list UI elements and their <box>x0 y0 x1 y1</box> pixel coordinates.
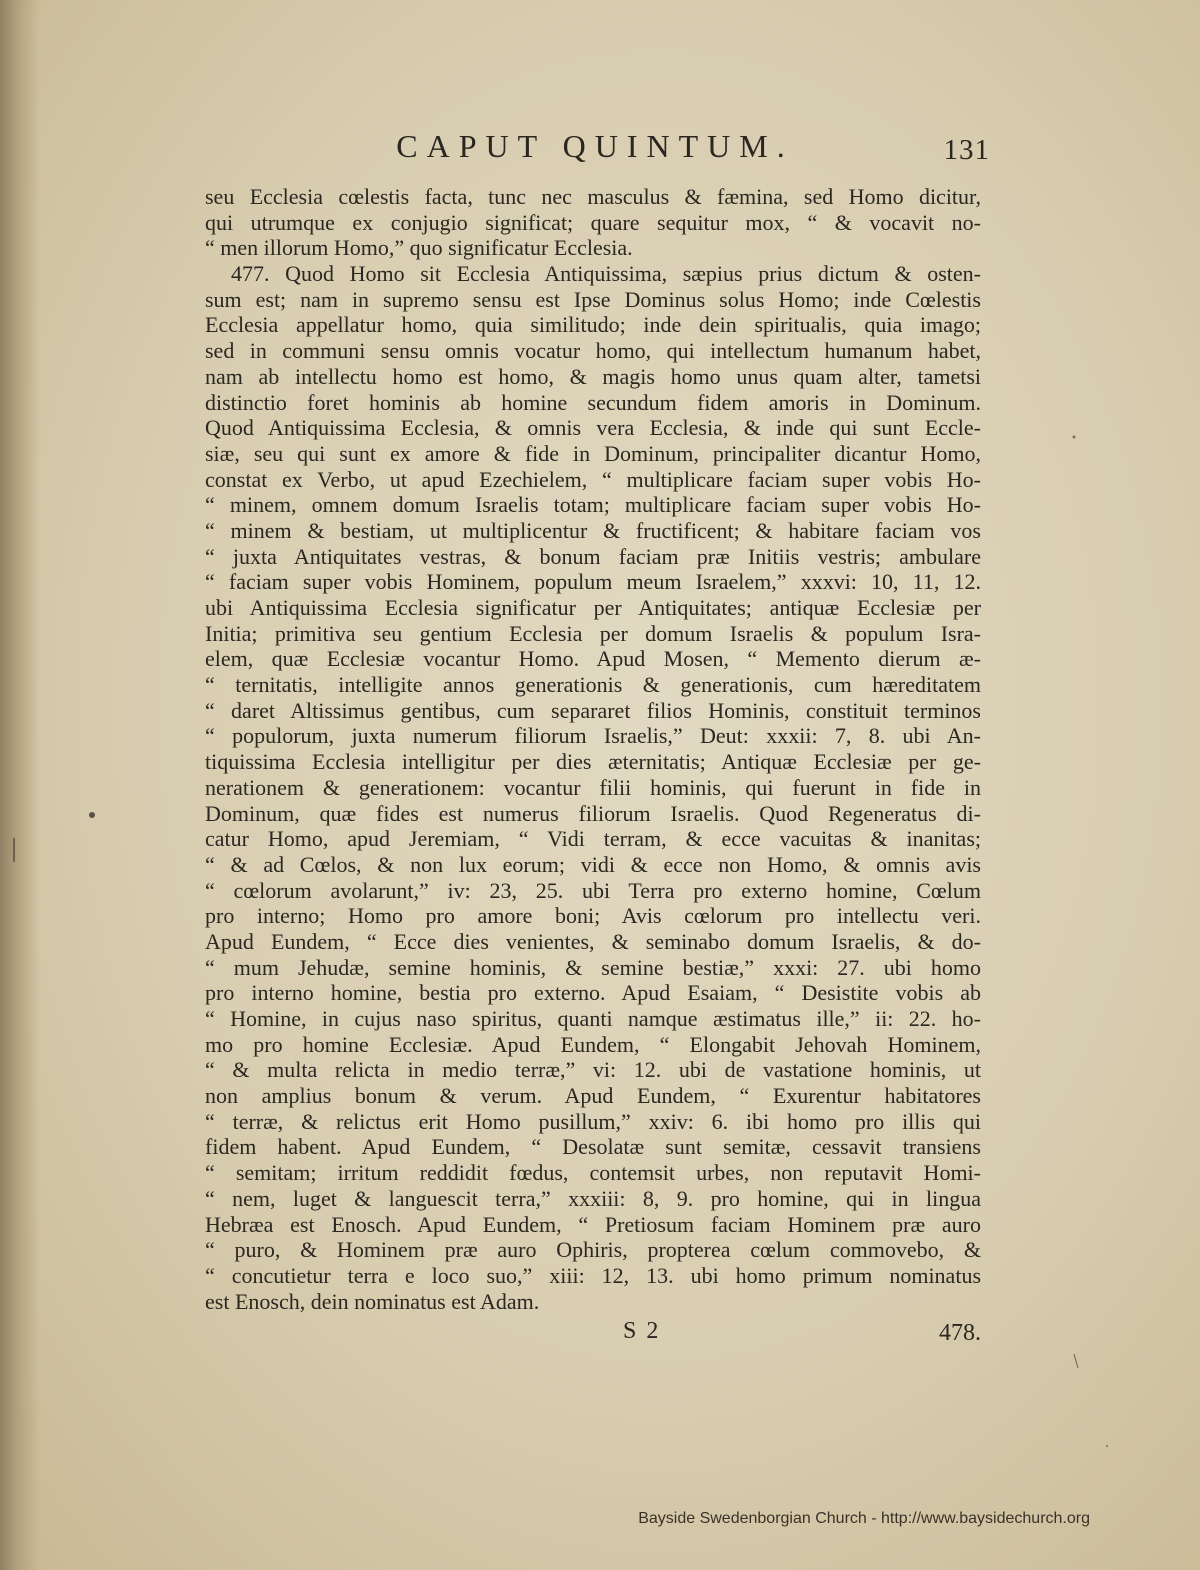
source-credit-watermark: Bayside Swedenborgian Church - http://www.baysidechurch.org <box>638 1510 1090 1527</box>
text-line: Ecclesia appellatur homo, quia similitudo; inde dein spiritualis, quia imago; <box>205 312 981 338</box>
running-head: CAPUT QUINTUM. <box>396 128 794 164</box>
text-line: Hebræa est Enosch. Apud Eundem, “ Pretiosum faciam Hominem præ auro <box>205 1211 981 1237</box>
text-line: “ puro, & Hominem præ auro Ophiris, propterea cœlum commovebo, & <box>205 1237 981 1263</box>
text-line: est Enosch, dein nominatus est Adam. <box>205 1288 540 1314</box>
signature-mark: S 2 <box>623 1318 661 1344</box>
text-line: “ cœlorum avolarunt,” iv: 23, 25. ubi Terra pro externo homine, Cœlum <box>205 877 981 903</box>
text-line: “ men illorum Homo,” quo significatur Ecclesia. <box>205 235 633 261</box>
text-line: “ daret Altissimus gentibus, cum separaret filios Hominis, constituit terminos <box>205 697 981 723</box>
text-line: “ faciam super vobis Hominem, populum meum Israelem,” xxxvi: 10, 11, 12. <box>205 569 981 595</box>
text-line: nam ab intellectu homo est homo, & magis homo unus quam alter, tametsi <box>205 363 981 389</box>
text-line: “ terræ, & relictus erit Homo pusillum,” xxiv: 6. ibi homo pro illis qui <box>205 1108 981 1134</box>
text-line: “ Homine, in cujus naso spiritus, quanti namque æstimatus ille,” ii: 22. ho- <box>205 1006 981 1031</box>
text-line: “ populorum, juxta numerum filiorum Israelis,” Deut: xxxii: 7, 8. ubi An- <box>205 723 981 749</box>
text-line: catur Homo, apud Jeremiam, “ Vidi terram, & ecce vacuitas & inanitas; <box>205 826 981 852</box>
text-line: seu Ecclesia cœlestis facta, tunc nec masculus & fæmina, sed Homo dicitur, <box>205 184 981 209</box>
page-number: 131 <box>943 134 990 166</box>
text-line: “ semitam; irritum reddidit fœdus, contemsit urbes, non reputavit Homi- <box>205 1160 981 1186</box>
text-line: “ nem, luget & languescit terra,” xxxiii: 8, 9. pro homine, qui in lingua <box>205 1185 981 1211</box>
text-line: “ concutietur terra e loco suo,” xiii: 12, 13. ubi homo primum nominatus <box>205 1262 981 1288</box>
text-line: fidem habent. Apud Eundem, “ Desolatæ sunt semitæ, cessavit transiens <box>205 1134 981 1160</box>
text-line: distinctio foret hominis ab homine secundum fidem amoris in Dominum. <box>205 389 981 415</box>
text-line: sum est; nam in supremo sensu est Ipse Dominus solus Homo; inde Cœlestis <box>205 286 981 312</box>
text-line: nerationem & generationem: vocantur filii hominis, qui fuerunt in fide in <box>205 774 981 800</box>
text-line: “ mum Jehudæ, semine hominis, & semine bestiæ,” xxxi: 27. ubi homo <box>205 954 981 980</box>
text-line: ubi Antiquissima Ecclesia significatur per Antiquitates; antiquæ Ecclesiæ per <box>205 595 981 620</box>
text-line: “ ternitatis, intelligite annos generationis & generationis, cum hæreditatem <box>205 672 981 698</box>
text-line: 477. Quod Homo sit Ecclesia Antiquissima, sæpius prius dictum & osten- <box>231 261 981 287</box>
text-line: sed in communi sensu omnis vocatur homo, qui intellectum humanum habet, <box>205 338 981 364</box>
text-line: Quod Antiquissima Ecclesia, & omnis vera Ecclesia, & inde qui sunt Eccle- <box>205 415 981 441</box>
text-line: “ minem, omnem domum Israelis totam; multiplicare faciam super vobis Ho- <box>205 492 981 518</box>
text-line: “ juxta Antiquitates vestras, & bonum faciam præ Initiis vestris; ambulare <box>205 543 981 569</box>
text-line: “ minem & bestiam, ut multiplicentur & fructificent; & habitare faciam vos <box>205 517 981 543</box>
text-line: qui utrumque ex conjugio significat; quare sequitur mox, “ & vocavit no- <box>205 209 981 235</box>
text-line: elem, quæ Ecclesiæ vocantur Homo. Apud Mosen, “ Memento dierum æ- <box>205 646 981 672</box>
text-line: pro interno; Homo pro amore boni; Avis cœlorum pro intellectu veri. <box>205 903 981 929</box>
text-line: Initia; primitiva seu gentium Ecclesia per domum Israelis & populum Isra- <box>205 620 981 646</box>
text-line: “ & ad Cœlos, & non lux eorum; vidi & ecce non Homo, & omnis avis <box>205 851 981 877</box>
text-line: Dominum, quæ fides est numerus filiorum Israelis. Quod Regeneratus di- <box>205 800 981 826</box>
text-line: Apud Eundem, “ Ecce dies venientes, & seminabo domum Israelis, & do- <box>205 928 981 954</box>
text-line: “ & multa relicta in medio terræ,” vi: 12. ubi de vastatione hominis, ut <box>205 1057 981 1083</box>
text-line: non amplius bonum & verum. Apud Eundem, “ Exurentur habitatores <box>205 1083 981 1109</box>
text-line: siæ, seu qui sunt ex amore & fide in Dominum, principaliter dicantur Homo, <box>205 440 981 466</box>
catchword: 478. <box>939 1320 981 1346</box>
text-line: mo pro homine Ecclesiæ. Apud Eundem, “ Elongabit Jehovah Hominem, <box>205 1031 981 1057</box>
text-line: tiquissima Ecclesia intelligitur per dies æternitatis; Antiquæ Ecclesiæ per ge- <box>205 749 981 775</box>
text-line: constat ex Verbo, ut apud Ezechielem, “ multiplicare faciam super vobis Ho- <box>205 466 981 492</box>
text-line: pro interno homine, bestia pro externo. Apud Esaiam, “ Desistite vobis ab <box>205 980 981 1006</box>
